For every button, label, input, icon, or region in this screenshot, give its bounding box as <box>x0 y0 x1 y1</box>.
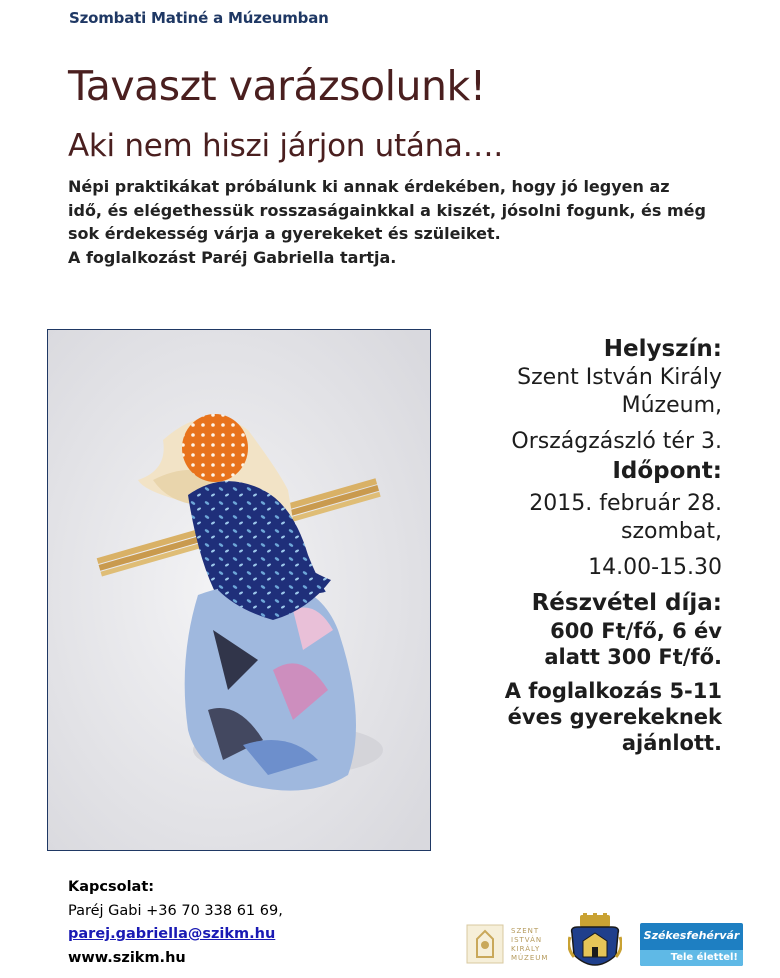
page-title: Tavaszt varázsolunk! <box>68 62 486 110</box>
city-logo-name: Székesfehérvár <box>643 929 740 942</box>
location-line: Múzeum, <box>621 393 722 418</box>
museum-logo <box>466 921 570 967</box>
fee-line: alatt 300 Ft/fő. <box>544 645 722 669</box>
museum-logo-line: KIRÁLY <box>511 945 541 953</box>
location-line: Szent István Király <box>517 365 722 390</box>
time-line: 2015. február 28. <box>529 491 722 516</box>
contact-phone: Paréj Gabi +36 70 338 61 69, <box>68 902 283 919</box>
fee-heading: Részvétel díja: <box>531 590 722 616</box>
age-line: ajánlott. <box>621 731 722 755</box>
event-info <box>402 334 722 756</box>
time-line: szombat, <box>621 519 722 544</box>
intro-paragraph <box>68 175 758 269</box>
page-subtitle: Aki nem hiszi járjon utána…. <box>68 128 503 164</box>
series-title: Szombati Matiné a Múzeumban <box>69 9 329 27</box>
museum-logo-line: MÚZEUM <box>511 954 549 962</box>
age-line: A foglalkozás 5-11 <box>504 679 722 703</box>
contact-label: Kapcsolat: <box>68 879 155 895</box>
location-line: Országzászló tér 3. <box>511 429 722 454</box>
city-logo <box>640 923 743 966</box>
contact-website[interactable]: www.szikm.hu <box>68 949 186 966</box>
museum-logo-line: SZENT <box>511 927 540 935</box>
intro-line: idő, és elégethessük rosszaságainkkal a kiszét, jósolni fogunk, és még <box>68 200 706 220</box>
intro-line: A foglalkozást Paréj Gabriella tartja. <box>68 247 397 267</box>
city-logo-slogan: Tele élettel! <box>640 950 743 966</box>
contact-block <box>68 876 283 970</box>
time-line: 14.00-15.30 <box>588 555 722 580</box>
city-crest-icon <box>568 913 622 973</box>
intro-line: sok érdekesség várja a gyerekeket és szüleiket. <box>68 224 501 243</box>
kisze-doll-photo <box>47 329 431 851</box>
time-heading: Időpont: <box>612 458 722 484</box>
fee-line: 600 Ft/fő, 6 év <box>550 619 722 643</box>
location-heading: Helyszín: <box>603 336 722 362</box>
museum-logo-line: ISTVÁN <box>511 936 543 944</box>
intro-line: Népi praktikákat próbálunk ki annak érdekében, hogy jó legyen az <box>68 177 670 196</box>
contact-email-link[interactable]: parej.gabriella@szikm.hu <box>68 926 276 942</box>
age-line: éves gyerekeknek <box>507 705 722 729</box>
